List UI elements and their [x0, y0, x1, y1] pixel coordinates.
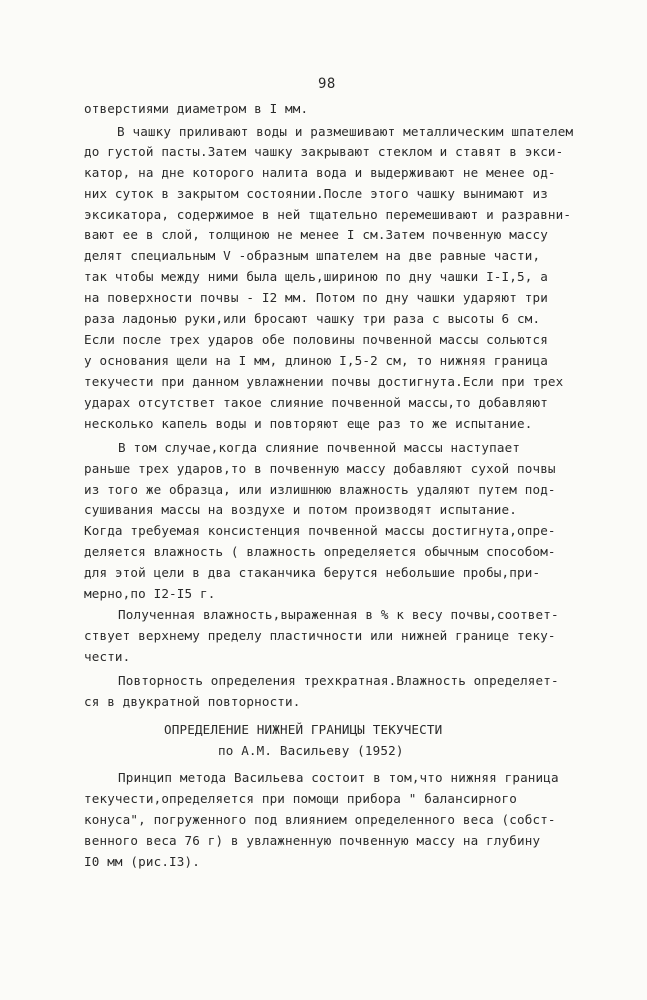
text-line: для этой цели в два стаканчика берутся небольшие пробы,при- — [84, 565, 541, 580]
paragraph-start-line: Полученная влажность,выраженная в % к весу почвы,соответ- — [118, 607, 559, 622]
text-line: ударах отсутствет такое слияние почвенной массы,то добавляют — [84, 395, 548, 410]
text-line: ся в двукратной повторности. — [84, 694, 301, 709]
text-line: конуса", погруженного под влиянием определенного веса (собст- — [84, 812, 556, 827]
text-line: ствует верхнему пределу пластичности или нижней границе теку- — [84, 628, 556, 643]
text-line: них суток в закрытом состоянии.После этого чашку вынимают из — [84, 186, 548, 201]
text-line: на поверхности почвы - I2 мм. Потом по дну чашки ударяют три — [84, 290, 548, 305]
text-line: I0 мм (рис.I3). — [84, 854, 200, 869]
text-line: текучести при данном увлажнении почвы достигнута.Если при трех — [84, 374, 564, 389]
text-line: делят специальным V -образным шпателем на две равные части, — [84, 248, 541, 263]
text-line: деляется влажность ( влажность определяется обычным способом- — [84, 544, 556, 559]
text-line: эксикатора, содержимое в ней тщательно перемешивают и разравни- — [84, 207, 572, 222]
paragraph-start-line: Повторность определения трехкратная.Влажность определяет- — [118, 673, 559, 688]
text-line: у основания щели на I мм, длиною I,5-2 см, то нижняя граница — [84, 353, 548, 368]
text-line: из того же образца, или излишнюю влажность удаляют путем под- — [84, 482, 556, 497]
paragraph-start-line: В том случае,когда слияние почвенной массы наступает — [118, 440, 521, 455]
text-line: Если после трех ударов обе половины почвенной массы сольются — [84, 332, 548, 347]
paragraph-start-line: Принцип метода Васильева состоит в том,что нижняя граница — [118, 770, 559, 785]
text-line: так чтобы между ними была щель,шириною по дну чашки I-I,5, а — [84, 269, 548, 284]
text-line: раньше трех ударов,то в почвенную массу добавляют сухой почвы — [84, 461, 556, 476]
section-subheading: по А.М. Васильеву (1952) — [218, 743, 404, 758]
section-heading: ОПРЕДЕЛЕНИЕ НИЖНЕЙ ГРАНИЦЫ ТЕКУЧЕСТИ — [164, 722, 443, 737]
text-line: отверстиями диаметром в I мм. — [84, 101, 309, 116]
text-line: до густой пасты.Затем чашку закрывают стеклом и ставят в экси- — [84, 144, 564, 159]
text-line: катор, на дне которого налита вода и выдерживают не менее од- — [84, 165, 556, 180]
text-line: Когда требуемая консистенция почвенной массы достигнута,опре- — [84, 523, 556, 538]
page-number: 98 — [318, 76, 336, 92]
text-line: чести. — [84, 649, 131, 664]
text-line: текучести,определяется при помощи прибора " балансирного — [84, 791, 517, 806]
text-line: сушивания массы на воздухе и потом производят испытание. — [84, 502, 517, 517]
text-line: мерно,по I2-I5 г. — [84, 586, 216, 601]
paragraph-start-line: В чашку приливают воды и размешивают металлическим шпателем — [117, 124, 574, 139]
text-line: несколько капель воды и повторяют еще раз то же испытание. — [84, 416, 533, 431]
text-line: венного веса 76 г) в увлажненную почвенную массу на глубину — [84, 833, 541, 848]
text-line: вают ее в слой, толщиною не менее I см.Затем почвенную массу — [84, 227, 548, 242]
text-line: раза ладонью руки,или бросают чашку три раза с высоты 6 см. — [84, 311, 541, 326]
